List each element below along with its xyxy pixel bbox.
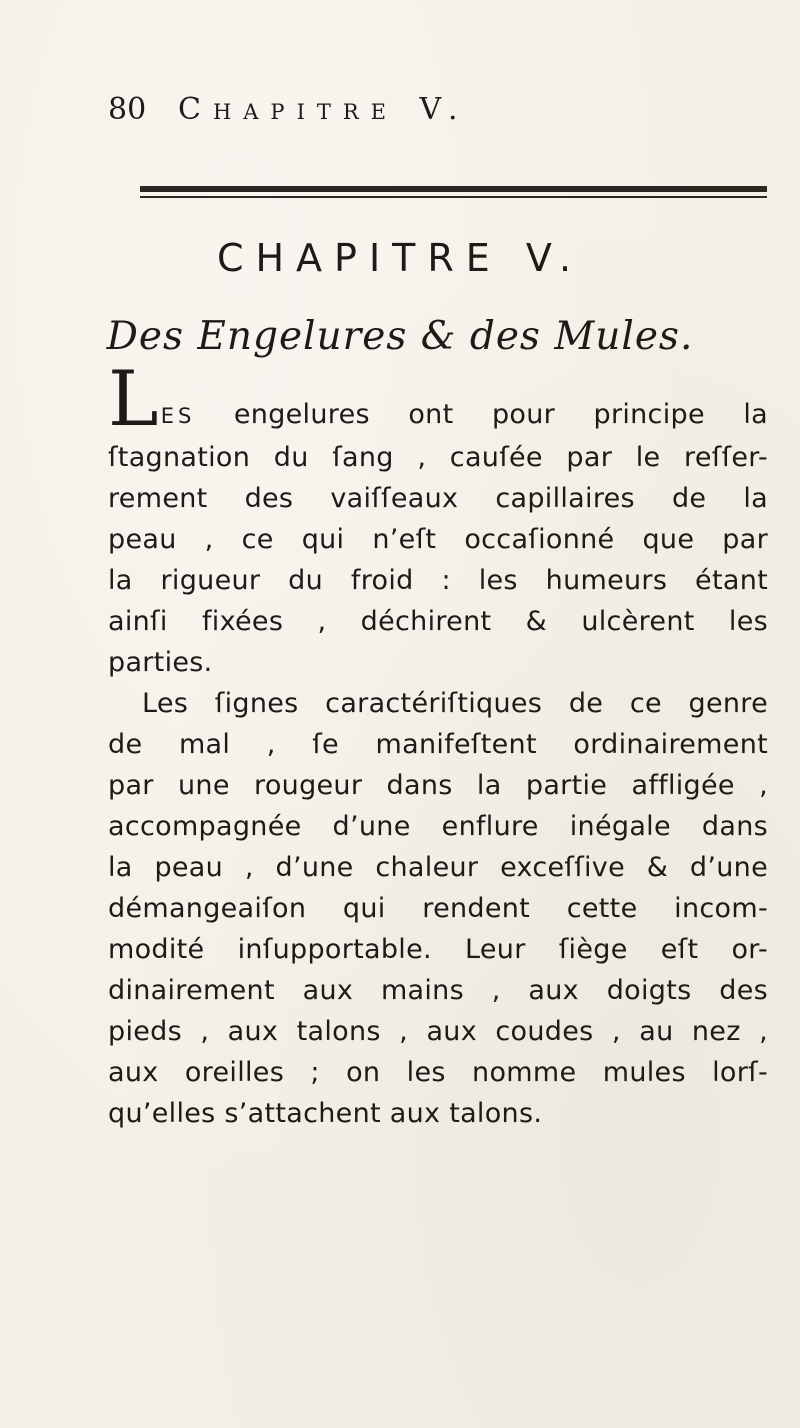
paragraph-2-line-7: modité inſupportable. Leur ſiège eſt or- bbox=[108, 934, 768, 965]
paragraph-2-line-8: dinairement aux mains , aux doigts des bbox=[108, 975, 768, 1006]
paragraph-2-line-10: aux oreilles ; on les nomme mules lorſ- bbox=[108, 1057, 768, 1088]
paragraph-2-line-9: pieds , aux talons , aux coudes , au nez , bbox=[108, 1016, 768, 1047]
paragraph-1-line-7: parties. bbox=[108, 647, 213, 678]
paragraph-1 bbox=[108, 354, 768, 683]
body-text bbox=[108, 354, 768, 1134]
paragraph-1-line-4: peau , ce qui n’eſt occaſionné que par bbox=[108, 524, 768, 555]
paragraph-1-line-1 bbox=[108, 354, 768, 443]
first-word-caps: ES bbox=[160, 404, 196, 428]
paragraph-2 bbox=[108, 683, 768, 1134]
drop-cap: L bbox=[108, 354, 159, 443]
running-title: Chapitre V. bbox=[178, 92, 470, 127]
header-rule-thick bbox=[140, 186, 767, 192]
paragraph-2-line-11: qu’elles s’attachent aux talons. bbox=[108, 1098, 543, 1129]
paragraph-2-line-3: par une rougeur dans la partie affligée , bbox=[108, 770, 768, 801]
paragraph-2-line-2: de mal , ſe manifeſtent ordinairement bbox=[108, 729, 768, 760]
paragraph-1-line-2: ſtagnation du ſang , cauſée par le reſſer- bbox=[108, 442, 768, 473]
chapter-heading: CHAPITRE V. bbox=[216, 236, 584, 280]
paragraph-1-line-6: ainſi fixées , déchirent & ulcèrent les bbox=[108, 606, 768, 637]
header-rule-thin bbox=[140, 196, 767, 198]
page-number: 80 bbox=[108, 92, 147, 127]
paragraph-2-line-1: Les ſignes caractériſtiques de ce genre bbox=[142, 688, 768, 719]
paragraph-1-line-3: rement des vaiſſeaux capillaires de la bbox=[108, 483, 768, 514]
paragraph-2-line-4: accompagnée d’une enflure inégale dans bbox=[108, 811, 768, 842]
paragraph-2-line-5: la peau , d’une chaleur exceſſive & d’une bbox=[108, 852, 768, 883]
running-head bbox=[108, 92, 768, 132]
paragraph-1-line-5: la rigueur du froid : les humeurs étant bbox=[108, 565, 768, 596]
chapter-subtitle: Des Engelures & des Mules. bbox=[106, 314, 694, 359]
paragraph-2-line-6: démangeaiſon qui rendent cette incom- bbox=[108, 893, 768, 924]
line-text: engelures ont pour principe la bbox=[195, 399, 768, 430]
